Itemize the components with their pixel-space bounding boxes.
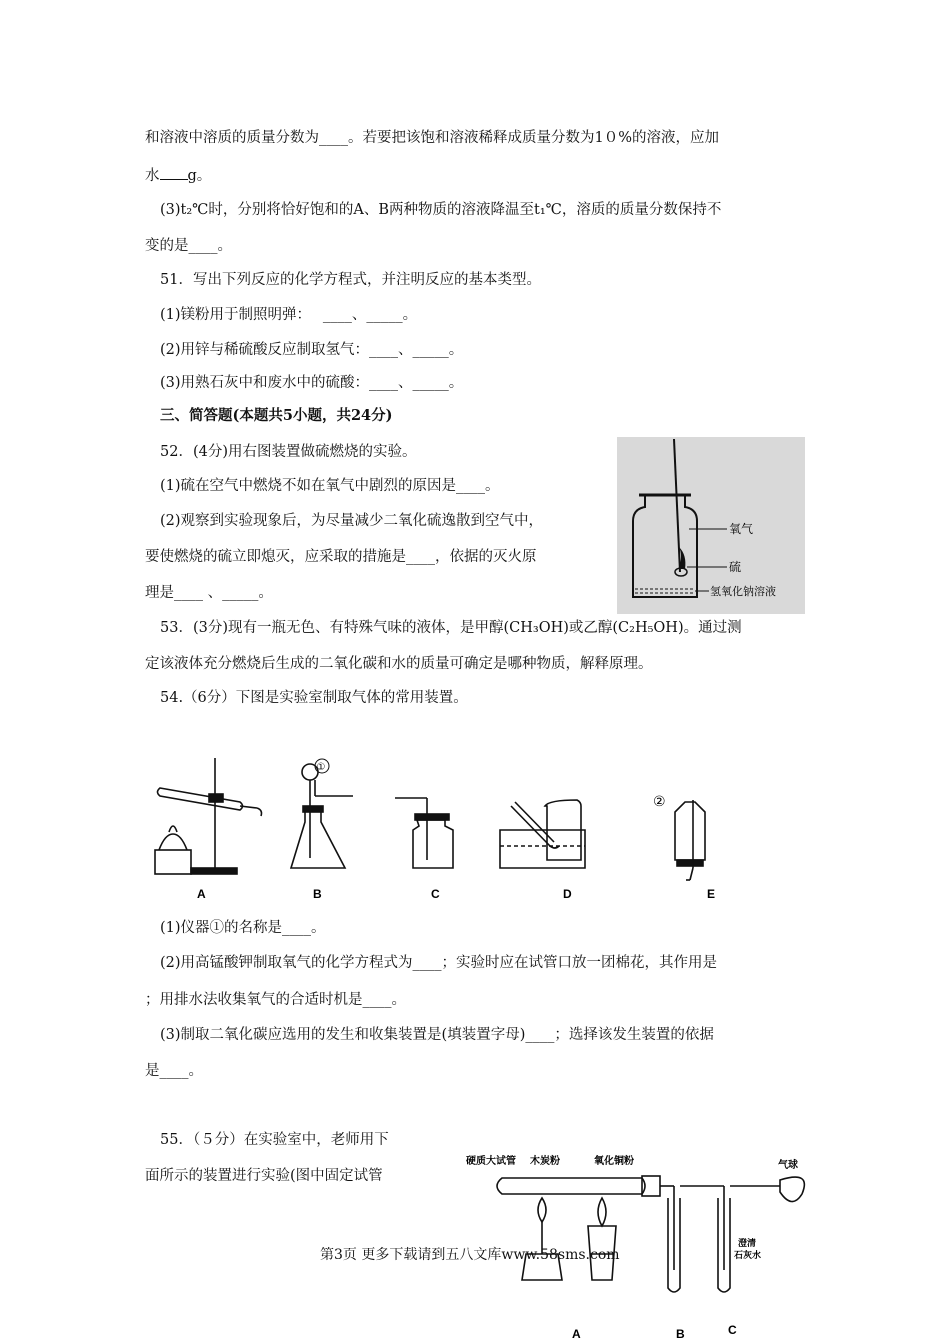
q54-part2a: (2)用高锰酸钾制取氧气的化学方程式为____；实验时应在试管口放一团棉花，其作用是 <box>160 955 718 971</box>
text-line-2 <box>145 165 211 186</box>
page-footer: 第3页 更多下载请到五八文库www.58sms.com <box>320 1247 620 1263</box>
q51-part3: (3)用熟石灰中和废水中的硫酸：____、_____。 <box>160 375 464 391</box>
label-balloon: 气球 <box>778 1160 798 1171</box>
section-3-heading: 三、简答题(本题共5小题，共24分) <box>160 407 393 424</box>
q52-part1: (1)硫在空气中燃烧不如在氧气中剧烈的原因是____。 <box>160 478 500 494</box>
label-sulfur: 硫 <box>729 560 742 574</box>
fill-blank <box>160 165 188 180</box>
label-C: C <box>431 887 440 901</box>
q54-part3a: (3)制取二氧化碳应选用的发生和收集装置是(填装置字母)____；选择该发生装置的依据 <box>160 1027 714 1043</box>
q52-part2c: 理是____ 、_____。 <box>145 585 273 601</box>
gas-apparatus-figure <box>145 750 745 910</box>
text-line-2b: g。 <box>187 168 212 184</box>
q54-part3b: 是____。 <box>145 1063 203 1079</box>
q52-title: 52．(4分)用右图装置做硫燃烧的实验。 <box>160 444 417 460</box>
q51-title: 51．写出下列反应的化学方程式，并注明反应的基本类型。 <box>160 272 541 288</box>
label-naoh-solution: 氢氧化钠溶液 <box>710 585 776 598</box>
text-line-4: 变的是____。 <box>145 238 232 254</box>
q53-line1: 53．(3分)现有一瓶无色、有特殊气味的液体，是甲醇(CH₃OH)或乙醇(C₂H₅OH)。通过测 <box>160 620 742 636</box>
label-D: D <box>563 887 572 901</box>
q55-line2: 面所示的装置进行实验(图中固定试管 <box>145 1168 383 1184</box>
text-line-2a: 水 <box>145 168 160 184</box>
sulfur-combustion-figure <box>617 437 805 614</box>
q55-line1: 55．（５分）在实验室中，老师用下 <box>160 1132 389 1148</box>
q52-part2b: 要使燃烧的硫立即熄灭，应采取的措施是____，依据的灭火原 <box>145 549 537 565</box>
label-E: E <box>707 887 716 901</box>
q51-part2: (2)用锌与稀硫酸反应制取氢气：____、_____。 <box>160 342 464 358</box>
label-limewater-2: 石灰水 <box>734 1251 762 1261</box>
label-limewater-1: 澄清 <box>738 1239 757 1249</box>
text-line-1: 和溶液中溶质的质量分数为____。若要把该饱和溶液稀释成质量分数为1０%的溶液，应加 <box>145 130 719 146</box>
label-oxygen: 氧气 <box>729 522 754 536</box>
q54-part1: (1)仪器①的名称是____。 <box>160 920 326 936</box>
label-A: A <box>197 887 206 901</box>
label-C55: C <box>728 1323 737 1337</box>
q54-part2b: ；用排水法收集氧气的合适时机是____。 <box>145 992 406 1008</box>
q53-line2: 定该液体充分燃烧后生成的二氧化碳和水的质量可确定是哪种物质，解释原理。 <box>145 656 653 672</box>
label-copper-oxide: 氧化铜粉 <box>594 1156 634 1167</box>
q54-title: 54.（6分）下图是实验室制取气体的常用装置。 <box>160 690 468 706</box>
label-charcoal: 木炭粉 <box>530 1156 560 1167</box>
q51-part1: (1)镁粉用于制照明弹： ____、_____。 <box>160 307 418 323</box>
mark-2: ② <box>653 794 666 810</box>
label-A55: A <box>572 1327 581 1341</box>
label-B: B <box>313 887 322 901</box>
text-line-3: (3)t₂℃时，分别将恰好饱和的A、B两种物质的溶液降温至t₁℃，溶质的质量分数保持不 <box>160 202 722 218</box>
label-hard-tube: 硬质大试管 <box>466 1156 516 1167</box>
q52-part2a: (2)观察到实验现象后，为尽量减少二氧化硫逸散到空气中， <box>160 513 544 529</box>
mark-1: ① <box>316 762 326 773</box>
label-B55: B <box>676 1327 685 1341</box>
